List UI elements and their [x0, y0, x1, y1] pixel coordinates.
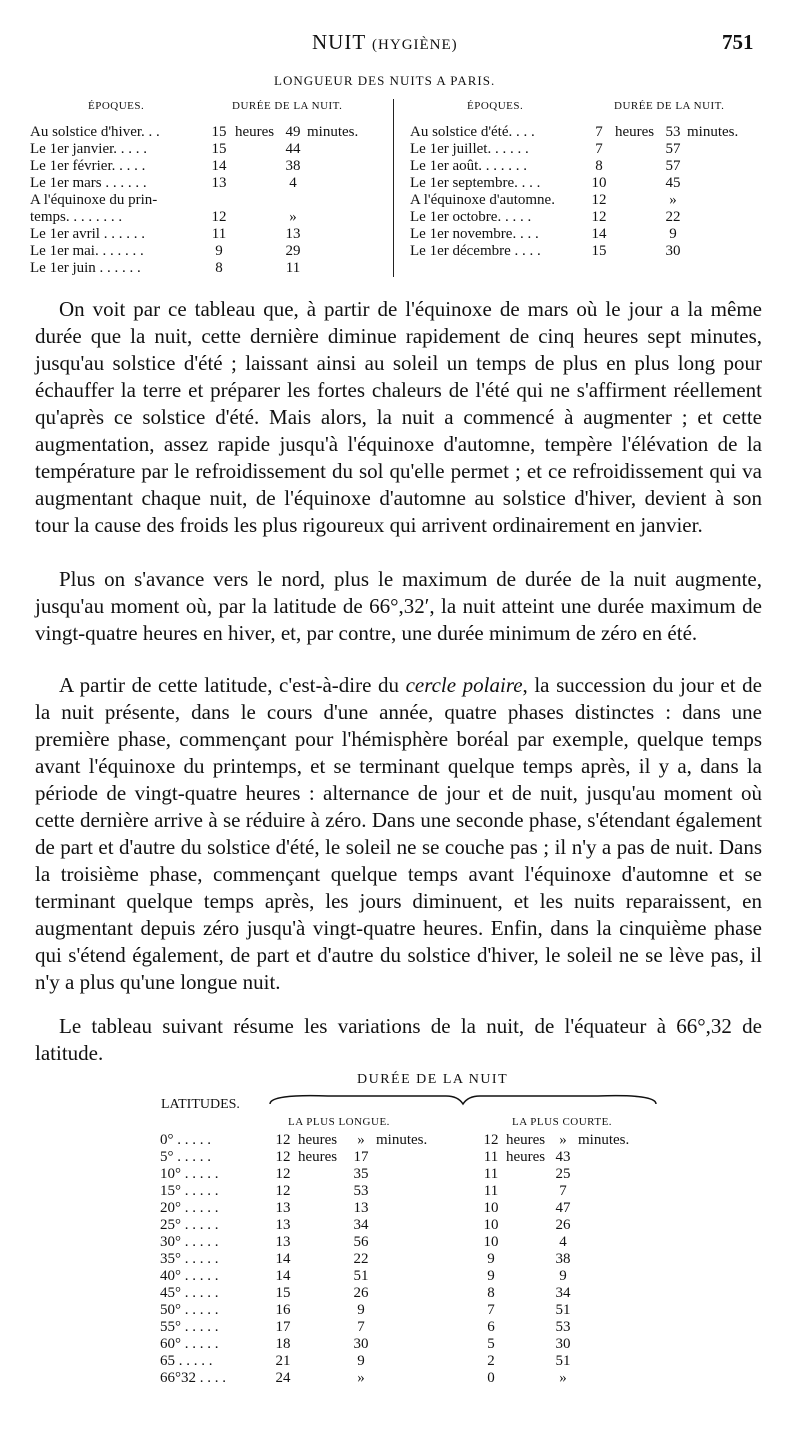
table1-row [410, 242, 770, 259]
row-label: Le 1er juin . . . . . . [30, 260, 141, 276]
row-hours-unit: heures [235, 124, 275, 140]
row-longue-hours: 12 [275, 1183, 291, 1199]
table1-row [30, 157, 390, 174]
table1-divider [393, 99, 394, 277]
table2-row [160, 1369, 660, 1386]
row-longue-hours-unit: heures [298, 1132, 338, 1148]
table2-row [160, 1165, 660, 1182]
row-minutes: 38 [285, 158, 301, 174]
table2-row [160, 1148, 660, 1165]
row-longue-hours: 14 [275, 1268, 291, 1284]
row-courte-minutes: 38 [555, 1251, 571, 1267]
row-longue-hours: 21 [275, 1353, 291, 1369]
table2-brace [268, 1090, 658, 1108]
row-courte-minutes: 7 [559, 1183, 567, 1199]
table2-col-longue: LA PLUS LONGUE. [288, 1116, 390, 1128]
row-hours: 9 [215, 243, 223, 259]
row-latitude: 55° . . . . . [160, 1319, 219, 1335]
row-courte-hours: 6 [487, 1319, 495, 1335]
row-label: A l'équinoxe du prin- [30, 192, 158, 208]
row-courte-hours: 10 [483, 1217, 499, 1233]
row-longue-hours: 14 [275, 1251, 291, 1267]
row-hours: 7 [595, 141, 603, 157]
row-label: temps. . . . . . . . [30, 209, 123, 225]
row-hours: 12 [591, 209, 607, 225]
page-number: 751 [722, 30, 754, 54]
row-latitude: 66°32 . . . . [160, 1370, 226, 1386]
row-minutes-unit: minutes. [307, 124, 359, 140]
table1-row [30, 242, 390, 259]
row-longue-hours: 12 [275, 1149, 291, 1165]
row-label: Le 1er septembre. . . . [410, 175, 541, 191]
table2-row [160, 1233, 660, 1250]
row-courte-minutes: 25 [555, 1166, 571, 1182]
table1-row [30, 225, 390, 242]
row-longue-minutes: 7 [357, 1319, 365, 1335]
table1-left-col-epoques: ÉPOQUES. [88, 100, 145, 112]
paragraph-2: Plus on s'avance vers le nord, plus le maximum de durée de la nuit augmente, jusqu'au moment où, par la latitude de 66°,32′, la nuit atteint une durée maximum de vingt-quatre heures en hiver, et, par contre, une durée minimum de zéro en été. [35, 567, 762, 645]
table2-row [160, 1335, 660, 1352]
row-courte-hours: 10 [483, 1234, 499, 1250]
row-label: Le 1er mars . . . . . . [30, 175, 147, 191]
row-label: Le 1er novembre. . . . [410, 226, 539, 242]
row-longue-minutes: 9 [357, 1302, 365, 1318]
table1-row [30, 123, 390, 140]
row-hours: 11 [211, 226, 227, 242]
row-latitude: 0° . . . . . [160, 1132, 211, 1148]
row-latitude: 50° . . . . . [160, 1302, 219, 1318]
running-title-main: NUIT [312, 30, 366, 54]
row-latitude: 60° . . . . . [160, 1336, 219, 1352]
row-hours: 10 [591, 175, 607, 191]
row-label: Au solstice d'été. . . . [410, 124, 535, 140]
table2-col-duree: DURÉE DE LA NUIT [357, 1072, 509, 1087]
table2-row [160, 1250, 660, 1267]
row-hours: 14 [591, 226, 607, 242]
row-longue-hours: 13 [275, 1234, 291, 1250]
row-courte-minutes: 30 [555, 1336, 571, 1352]
row-courte-hours: 8 [487, 1285, 495, 1301]
row-hours: 12 [211, 209, 227, 225]
row-label: Le 1er janvier. . . . . [30, 141, 148, 157]
table1-row [410, 225, 770, 242]
table1-row [410, 157, 770, 174]
row-courte-hours: 11 [483, 1183, 499, 1199]
table1-row [410, 208, 770, 225]
row-courte-hours: 2 [487, 1353, 495, 1369]
row-longue-minutes: 51 [353, 1268, 369, 1284]
row-longue-hours-unit: heures [298, 1149, 338, 1165]
running-title-sub: (HYGIÈNE) [372, 37, 458, 53]
row-longue-hours: 18 [275, 1336, 291, 1352]
table1-row [30, 259, 390, 276]
row-longue-hours: 12 [275, 1166, 291, 1182]
row-longue-hours: 15 [275, 1285, 291, 1301]
row-hours: 14 [211, 158, 227, 174]
row-courte-minutes: 53 [555, 1319, 571, 1335]
row-latitude: 35° . . . . . [160, 1251, 219, 1267]
row-longue-minutes-unit: minutes. [376, 1132, 428, 1148]
row-courte-hours: 0 [487, 1370, 495, 1386]
row-minutes: 57 [665, 141, 681, 157]
row-courte-minutes: 47 [555, 1200, 571, 1216]
table1-right-col-epoques: ÉPOQUES. [467, 100, 524, 112]
row-courte-hours-unit: heures [506, 1132, 546, 1148]
row-longue-hours: 13 [275, 1200, 291, 1216]
paragraph-1: On voit par ce tableau que, à partir de l'équinoxe de mars où le jour a la même durée que la nuit, cette dernière diminue rapidement de cinq heures sept minutes, jusqu'au solstice d'été ; laissant ainsi au soleil un temps de plus en plus long pour échauffer la terre et préparer les fortes chaleurs de l'été qui ne s'affirment réellement qu'après ce solstice d'été. Mais alors, la nuit a commencé à augmenter ; et cette augmentation, assez rapide jusqu'à l'équinoxe d'automne, tempère l'élévation de la température par le refroidissement du sol qu'elle permet ; et ce refroidissement qui va augmentant chaque nuit, de l'équinoxe d'automne au solstice d'hiver, devient à son tour la cause des froids les plus rigoureux qui arrivent ordinairement en janvier. [35, 297, 762, 537]
row-latitude: 40° . . . . . [160, 1268, 219, 1284]
row-label: Le 1er mai. . . . . . . [30, 243, 144, 259]
row-longue-minutes: 35 [353, 1166, 369, 1182]
row-hours: 12 [591, 192, 607, 208]
row-courte-hours: 11 [483, 1149, 499, 1165]
row-hours: 15 [211, 141, 227, 157]
row-courte-minutes: » [559, 1132, 567, 1148]
row-hours-unit: heures [615, 124, 655, 140]
table1-left-col-duree: DURÉE DE LA NUIT. [232, 100, 343, 112]
row-courte-hours: 10 [483, 1200, 499, 1216]
paragraph-3-start: A partir de cette latitude, c'est-à-dire du [59, 673, 406, 697]
row-label: Au solstice d'hiver. . . [30, 124, 160, 140]
paragraph-3-emphasis: cercle polaire [405, 673, 523, 697]
row-latitude: 25° . . . . . [160, 1217, 219, 1233]
table2-row [160, 1182, 660, 1199]
row-minutes: 13 [285, 226, 301, 242]
table2-col-courte: LA PLUS COURTE. [512, 1116, 613, 1128]
row-hours: 15 [211, 124, 227, 140]
table1-row [30, 140, 390, 157]
row-label: Le 1er février. . . . . [30, 158, 146, 174]
row-longue-minutes: 22 [353, 1251, 369, 1267]
table2-row [160, 1199, 660, 1216]
table2-body [160, 1131, 660, 1386]
row-longue-hours: 13 [275, 1217, 291, 1233]
table1-row [410, 123, 770, 140]
row-minutes: 53 [665, 124, 681, 140]
row-courte-minutes: 4 [559, 1234, 567, 1250]
table2-row [160, 1216, 660, 1233]
row-hours: 13 [211, 175, 227, 191]
row-minutes: 4 [289, 175, 297, 191]
table2-row [160, 1267, 660, 1284]
row-minutes: 22 [665, 209, 681, 225]
row-courte-hours: 9 [487, 1251, 495, 1267]
table1-row [410, 191, 770, 208]
row-longue-minutes: 53 [353, 1183, 369, 1199]
row-courte-minutes: 43 [555, 1149, 571, 1165]
table1-row [30, 174, 390, 191]
row-courte-minutes: 51 [555, 1353, 571, 1369]
row-minutes: 45 [665, 175, 681, 191]
table1-left [30, 123, 390, 276]
table1-right [410, 123, 770, 259]
table2-row [160, 1131, 660, 1148]
row-label: Le 1er août. . . . . . . [410, 158, 528, 174]
table1-row [30, 208, 390, 225]
table1-row [410, 140, 770, 157]
row-latitude: 20° . . . . . [160, 1200, 219, 1216]
row-latitude: 5° . . . . . [160, 1149, 211, 1165]
row-minutes: 57 [665, 158, 681, 174]
row-hours: 8 [595, 158, 603, 174]
row-longue-minutes: 34 [353, 1217, 369, 1233]
row-label: A l'équinoxe d'automne. [410, 192, 555, 208]
row-minutes: » [669, 192, 677, 208]
row-courte-hours: 7 [487, 1302, 495, 1318]
table1-right-col-duree: DURÉE DE LA NUIT. [614, 100, 725, 112]
row-courte-hours: 12 [483, 1132, 499, 1148]
row-courte-hours: 11 [483, 1166, 499, 1182]
row-latitude: 45° . . . . . [160, 1285, 219, 1301]
row-hours: 15 [591, 243, 607, 259]
row-courte-minutes: 9 [559, 1268, 567, 1284]
table1-title: LONGUEUR DES NUITS A PARIS. [274, 73, 496, 88]
row-minutes: 9 [669, 226, 677, 242]
paragraph-3 [35, 672, 762, 996]
row-longue-minutes: 9 [357, 1353, 365, 1369]
row-label: Le 1er juillet. . . . . . [410, 141, 529, 157]
row-courte-minutes: 51 [555, 1302, 571, 1318]
row-latitude: 15° . . . . . [160, 1183, 219, 1199]
row-longue-minutes: 17 [353, 1149, 369, 1165]
row-minutes: 11 [285, 260, 301, 276]
row-latitude: 30° . . . . . [160, 1234, 219, 1250]
row-courte-minutes: » [559, 1370, 567, 1386]
row-hours: 8 [215, 260, 223, 276]
row-minutes: 30 [665, 243, 681, 259]
row-label: Le 1er décembre . . . . [410, 243, 541, 259]
table2-col-latitudes: LATITUDES. [161, 1097, 240, 1112]
row-hours: 7 [595, 124, 603, 140]
row-courte-minutes-unit: minutes. [578, 1132, 630, 1148]
row-courte-minutes: 26 [555, 1217, 571, 1233]
row-longue-minutes: 56 [353, 1234, 369, 1250]
running-title [312, 30, 458, 55]
table1-row [30, 191, 390, 208]
row-minutes: 49 [285, 124, 301, 140]
row-longue-minutes: 30 [353, 1336, 369, 1352]
row-latitude: 10° . . . . . [160, 1166, 219, 1182]
table1-row [410, 174, 770, 191]
table2-row [160, 1352, 660, 1369]
row-courte-minutes: 34 [555, 1285, 571, 1301]
row-label: Le 1er octobre. . . . . [410, 209, 532, 225]
paragraph-4: Le tableau suivant résume les variations de la nuit, de l'équateur à 66°,32 de latitude. [35, 1014, 762, 1065]
row-label: Le 1er avril . . . . . . [30, 226, 145, 242]
row-courte-hours-unit: heures [506, 1149, 546, 1165]
row-longue-minutes: » [357, 1132, 365, 1148]
table2-row [160, 1301, 660, 1318]
row-longue-hours: 17 [275, 1319, 291, 1335]
table2-row [160, 1318, 660, 1335]
row-longue-minutes: 13 [353, 1200, 369, 1216]
row-courte-hours: 5 [487, 1336, 495, 1352]
paragraph-3-end: , la succession du jour et de la nuit présente, dans le cours d'une année, quatre phases distinctes : dans une première phase, commençant pour l'hémisphère boréal par exemple, quelque temps avant l'équinoxe du printemps, et se terminant quelque temps après, il y a, dans la période de vingt-quatre heures : alternance de jour et de nuit, jusqu'au moment où cette dernière arrive à se réduire à zéro. Dans une seconde phase, s'étendant également de part et d'autre du solstice d'été, le soleil ne se couche pas ; il n'y a pas de nuit. Dans la troisième phase, commençant quelque temps avant l'équinoxe d'automne et se terminant quelque temps après, les jours diminuent, et les nuits reparaissent, en augmentant depuis zéro jusqu'à vingt-quatre heures. Enfin, dans la cinquième phase qui s'étend également, de part et d'autre du solstice d'hiver, le soleil ne se lève pas, il n'y a plus qu'une longue nuit. [35, 673, 762, 994]
row-minutes-unit: minutes. [687, 124, 739, 140]
row-longue-minutes: » [357, 1370, 365, 1386]
row-longue-hours: 12 [275, 1132, 291, 1148]
row-latitude: 65 . . . . . [160, 1353, 213, 1369]
row-courte-hours: 9 [487, 1268, 495, 1284]
table2-row [160, 1284, 660, 1301]
row-minutes: 29 [285, 243, 301, 259]
row-minutes: 44 [285, 141, 301, 157]
row-longue-hours: 24 [275, 1370, 291, 1386]
row-minutes: » [289, 209, 297, 225]
row-longue-hours: 16 [275, 1302, 291, 1318]
row-longue-minutes: 26 [353, 1285, 369, 1301]
